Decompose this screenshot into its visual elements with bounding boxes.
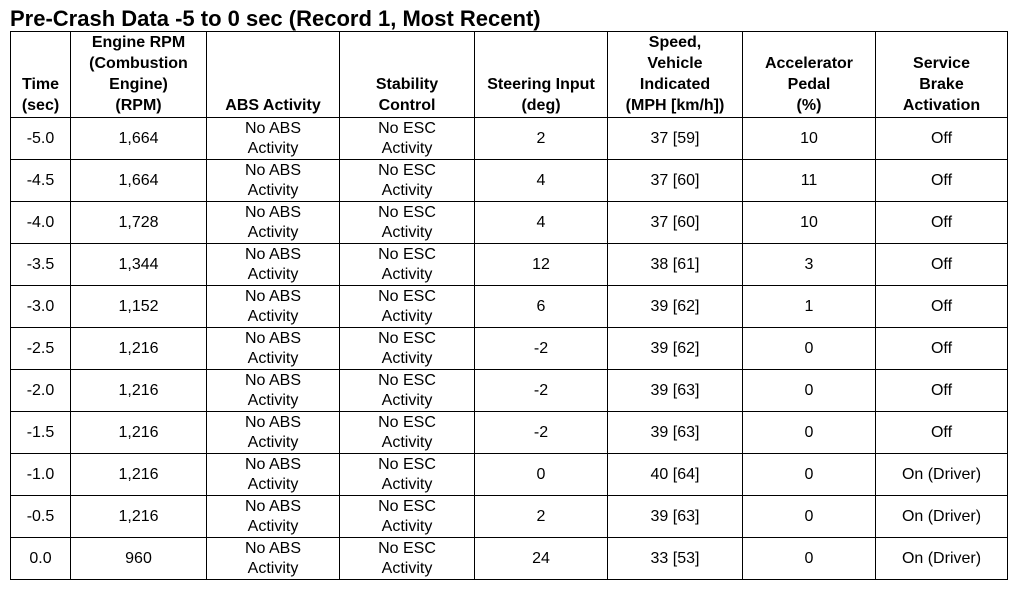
table-row <box>11 244 1008 286</box>
cell-steering-input: 6 <box>475 286 608 328</box>
cell-engine-rpm: 1,344 <box>71 244 207 286</box>
cell-steering-input: 2 <box>475 496 608 538</box>
cell-engine-rpm: 1,216 <box>71 328 207 370</box>
header-vehicle-speed: Speed, Vehicle Indicated (MPH [km/h]) <box>608 32 743 118</box>
cell-vehicle-speed: 38 [61] <box>608 244 743 286</box>
table-row <box>11 118 1008 160</box>
header-service-brake: Service Brake Activation <box>876 32 1008 118</box>
cell-service-brake: Off <box>876 412 1008 454</box>
cell-engine-rpm: 960 <box>71 538 207 580</box>
pre-crash-data-table <box>10 31 1008 580</box>
header-steering-input: Steering Input (deg) <box>475 32 608 118</box>
cell-vehicle-speed: 39 [63] <box>608 370 743 412</box>
table-row <box>11 538 1008 580</box>
cell-engine-rpm: 1,216 <box>71 412 207 454</box>
cell-service-brake: On (Driver) <box>876 454 1008 496</box>
table-row <box>11 328 1008 370</box>
cell-engine-rpm: 1,216 <box>71 370 207 412</box>
cell-service-brake: Off <box>876 118 1008 160</box>
cell-stability-control: No ESC Activity <box>340 454 475 496</box>
cell-accelerator-pedal: 3 <box>743 244 876 286</box>
cell-abs-activity: No ABS Activity <box>207 244 340 286</box>
table-row <box>11 286 1008 328</box>
cell-time: -2.5 <box>11 328 71 370</box>
cell-service-brake: Off <box>876 160 1008 202</box>
cell-engine-rpm: 1,216 <box>71 496 207 538</box>
header-accelerator-pedal: Accelerator Pedal (%) <box>743 32 876 118</box>
cell-service-brake: Off <box>876 370 1008 412</box>
table-header-row <box>11 32 1008 118</box>
cell-accelerator-pedal: 0 <box>743 454 876 496</box>
cell-stability-control: No ESC Activity <box>340 496 475 538</box>
cell-accelerator-pedal: 10 <box>743 202 876 244</box>
cell-engine-rpm: 1,216 <box>71 454 207 496</box>
cell-abs-activity: No ABS Activity <box>207 412 340 454</box>
cell-abs-activity: No ABS Activity <box>207 202 340 244</box>
table-row <box>11 160 1008 202</box>
cell-service-brake: Off <box>876 244 1008 286</box>
cell-abs-activity: No ABS Activity <box>207 496 340 538</box>
table-row <box>11 202 1008 244</box>
cell-time: -4.0 <box>11 202 71 244</box>
cell-time: -4.5 <box>11 160 71 202</box>
cell-accelerator-pedal: 11 <box>743 160 876 202</box>
cell-time: -3.5 <box>11 244 71 286</box>
cell-service-brake: Off <box>876 328 1008 370</box>
header-time: Time (sec) <box>11 32 71 118</box>
cell-stability-control: No ESC Activity <box>340 286 475 328</box>
cell-vehicle-speed: 37 [59] <box>608 118 743 160</box>
cell-steering-input: 0 <box>475 454 608 496</box>
cell-service-brake: On (Driver) <box>876 538 1008 580</box>
cell-stability-control: No ESC Activity <box>340 412 475 454</box>
cell-abs-activity: No ABS Activity <box>207 286 340 328</box>
cell-stability-control: No ESC Activity <box>340 160 475 202</box>
cell-steering-input: 12 <box>475 244 608 286</box>
cell-stability-control: No ESC Activity <box>340 328 475 370</box>
cell-engine-rpm: 1,664 <box>71 160 207 202</box>
cell-stability-control: No ESC Activity <box>340 370 475 412</box>
cell-stability-control: No ESC Activity <box>340 244 475 286</box>
header-engine-rpm: Engine RPM (Combustion Engine) (RPM) <box>71 32 207 118</box>
cell-vehicle-speed: 39 [62] <box>608 328 743 370</box>
table-row <box>11 454 1008 496</box>
table-row <box>11 370 1008 412</box>
cell-time: 0.0 <box>11 538 71 580</box>
table-body <box>11 118 1008 580</box>
cell-accelerator-pedal: 10 <box>743 118 876 160</box>
cell-accelerator-pedal: 1 <box>743 286 876 328</box>
cell-abs-activity: No ABS Activity <box>207 454 340 496</box>
cell-steering-input: 4 <box>475 160 608 202</box>
cell-stability-control: No ESC Activity <box>340 538 475 580</box>
cell-accelerator-pedal: 0 <box>743 412 876 454</box>
cell-vehicle-speed: 37 [60] <box>608 160 743 202</box>
cell-abs-activity: No ABS Activity <box>207 538 340 580</box>
cell-stability-control: No ESC Activity <box>340 202 475 244</box>
cell-time: -1.0 <box>11 454 71 496</box>
header-stability-control: Stability Control <box>340 32 475 118</box>
cell-accelerator-pedal: 0 <box>743 538 876 580</box>
cell-vehicle-speed: 39 [63] <box>608 496 743 538</box>
cell-accelerator-pedal: 0 <box>743 328 876 370</box>
cell-engine-rpm: 1,664 <box>71 118 207 160</box>
cell-time: -5.0 <box>11 118 71 160</box>
cell-vehicle-speed: 39 [63] <box>608 412 743 454</box>
cell-time: -2.0 <box>11 370 71 412</box>
cell-stability-control: No ESC Activity <box>340 118 475 160</box>
cell-time: -1.5 <box>11 412 71 454</box>
cell-steering-input: 2 <box>475 118 608 160</box>
cell-service-brake: Off <box>876 286 1008 328</box>
cell-abs-activity: No ABS Activity <box>207 118 340 160</box>
cell-vehicle-speed: 39 [62] <box>608 286 743 328</box>
cell-accelerator-pedal: 0 <box>743 370 876 412</box>
cell-vehicle-speed: 37 [60] <box>608 202 743 244</box>
cell-abs-activity: No ABS Activity <box>207 160 340 202</box>
cell-steering-input: 4 <box>475 202 608 244</box>
table-row <box>11 412 1008 454</box>
cell-engine-rpm: 1,728 <box>71 202 207 244</box>
cell-service-brake: On (Driver) <box>876 496 1008 538</box>
cell-accelerator-pedal: 0 <box>743 496 876 538</box>
cell-time: -0.5 <box>11 496 71 538</box>
page-title: Pre-Crash Data -5 to 0 sec (Record 1, Most Recent) <box>10 6 541 31</box>
cell-steering-input: -2 <box>475 370 608 412</box>
cell-abs-activity: No ABS Activity <box>207 370 340 412</box>
cell-vehicle-speed: 33 [53] <box>608 538 743 580</box>
cell-engine-rpm: 1,152 <box>71 286 207 328</box>
cell-steering-input: -2 <box>475 412 608 454</box>
cell-time: -3.0 <box>11 286 71 328</box>
cell-abs-activity: No ABS Activity <box>207 328 340 370</box>
header-abs-activity: ABS Activity <box>207 32 340 118</box>
cell-steering-input: -2 <box>475 328 608 370</box>
table-row <box>11 496 1008 538</box>
cell-steering-input: 24 <box>475 538 608 580</box>
cell-vehicle-speed: 40 [64] <box>608 454 743 496</box>
cell-service-brake: Off <box>876 202 1008 244</box>
